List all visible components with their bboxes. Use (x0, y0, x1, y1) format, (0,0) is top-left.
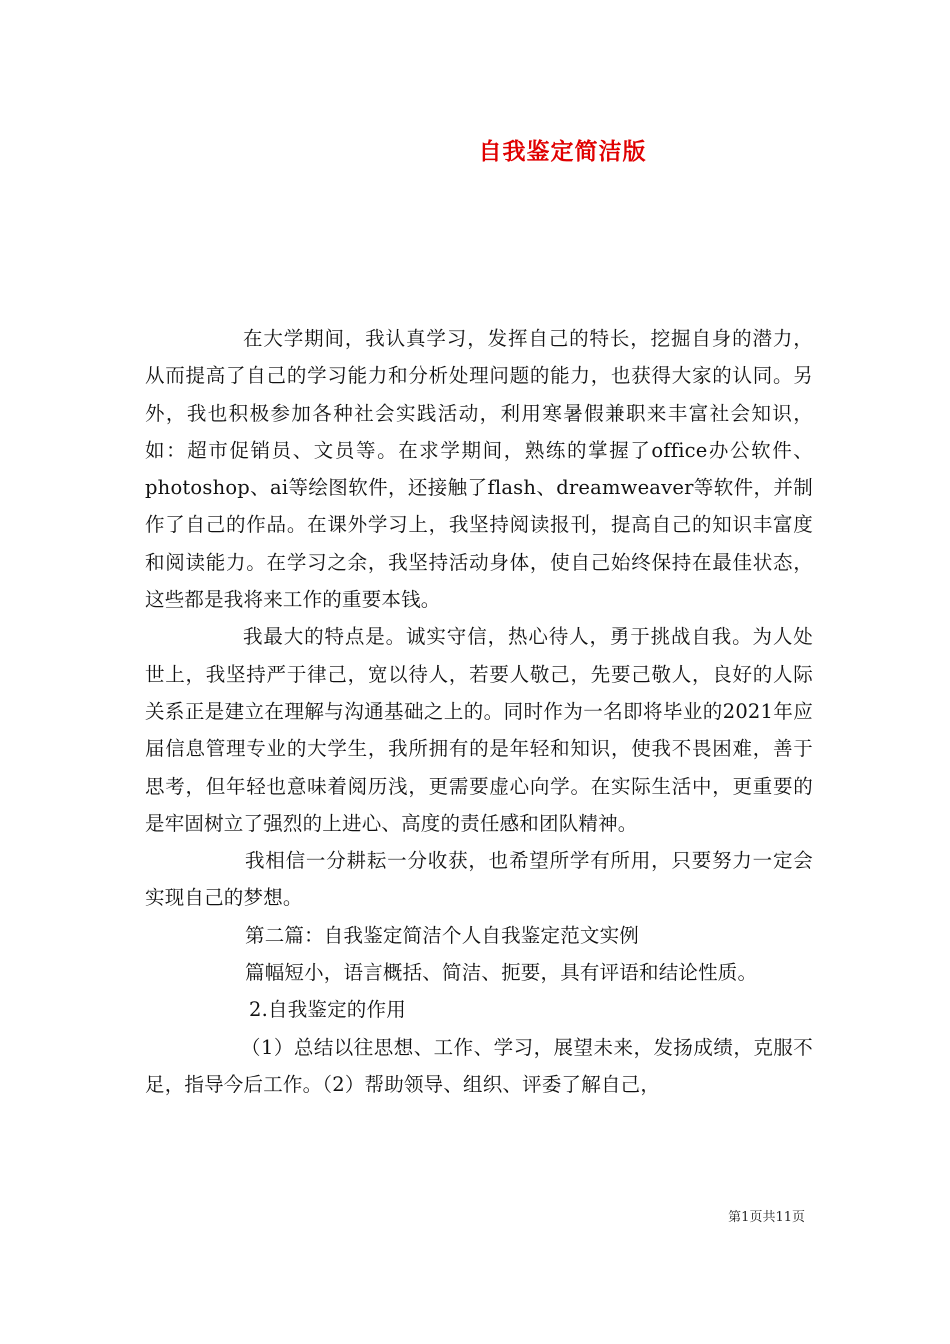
document-body (145, 320, 813, 1103)
paragraph: 篇幅短小，语言概括、简洁、扼要，具有评语和结论性质。 (245, 961, 758, 985)
numbered-heading: 2.自我鉴定的作用 (249, 998, 406, 1022)
paragraph: 我相信一分耕耘一分收获，也希望所学有所用，只要努力一定会实现自己的梦想。 (145, 849, 813, 910)
page-number: 第1页共11页 (728, 1210, 805, 1225)
paragraph: （1）总结以往思想、工作、学习，展望未来，发扬成绩，克服不足，指导今后工作。（2）帮助领导、组织、评委了解自己， (145, 1035, 813, 1096)
document-title: 自我鉴定简洁版 (478, 138, 647, 165)
section-heading: 第二篇：自我鉴定简洁个人自我鉴定范文实例 (245, 923, 640, 947)
paragraph: 在大学期间，我认真学习，发挥自己的特长，挖掘自身的潜力，从而提高了自己的学习能力和分析处理问题的能力，也获得大家的认同。另外，我也积极参加各种社会实践活动，利用寒暑假兼职来丰富社会知识，如：超市促销员、文员等。在求学期间，熟练的掌握了office办公软件、photoshop、ai等绘图软件，还接触了flash、dreamweaver等软件，并制作了自己的作品。在课外学习上，我坚持阅读报刊，提高自己的知识丰富度和阅读能力。在学习之余，我坚持活动身体，使自己始终保持在最佳状态，这些都是我将来工作的重要本钱。 (145, 327, 813, 612)
paragraph: 我最大的特点是。诚实守信，热心待人，勇于挑战自我。为人处世上，我坚持严于律己，宽以待人，若要人敬己，先要己敬人，良好的人际关系正是建立在理解与沟通基础之上的。同时作为一名即将毕业的2021年应届信息管理专业的大学生，我所拥有的是年轻和知识，使我不畏困难，善于思考，但年轻也意味着阅历浅，更需要虚心向学。在实际生活中，更重要的是牢固树立了强烈的上进心、高度的责任感和团队精神。 (145, 625, 813, 835)
